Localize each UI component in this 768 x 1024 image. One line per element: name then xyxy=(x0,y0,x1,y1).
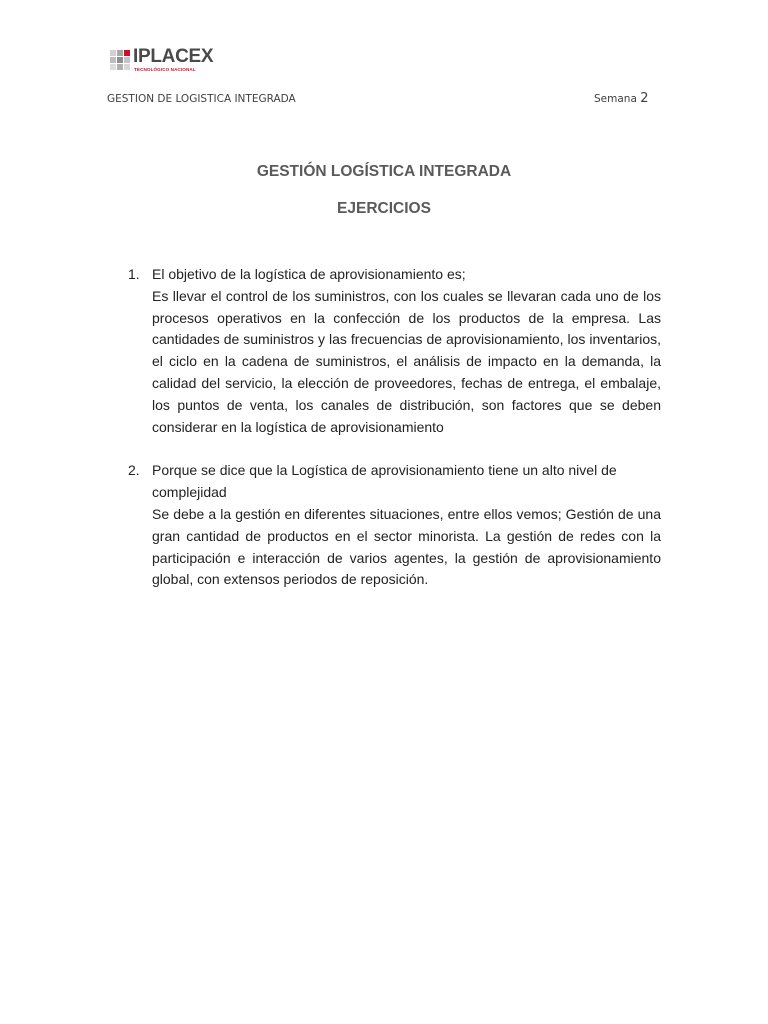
document-subtitle: EJERCICIOS xyxy=(337,200,431,217)
logo-subtitle: TECNOLÓGICO NACIONAL xyxy=(134,67,196,72)
exercise-answer: Es llevar el control de los suministros, con los cuales se llevaran cada uno de los procesos operativos en la confección de los productos de la empresa. Las cantidades de suministros y las frecuencias de aprovisionamiento, los inventarios, el ciclo en la cadena de suministros, el análisis de impacto en la demanda, la calidad del servicio, la elección de proveedores, fechas de entrega, el embalaje, los puntos de venta, los canales de distribución, son factores que se deben considerar en la logística de aprovisionamiento xyxy=(152,287,661,435)
exercise-item xyxy=(128,264,661,438)
exercise-answer: Se debe a la gestión en diferentes situaciones, entre ellos vemos; Gestión de una gran cantidad de productos en el sector minorista. La gestión de redes con la participación e interacción de varios agentes, la gestión de aprovisionamiento global, con extensos periodos de reposición. xyxy=(152,505,661,588)
header-week xyxy=(594,91,649,106)
logo-name: IPLACEX xyxy=(133,46,214,67)
logo-squares-icon xyxy=(110,50,132,70)
document-title: GESTIÓN LOGÍSTICA INTEGRADA xyxy=(256,163,512,180)
exercise-list xyxy=(128,264,661,591)
header-week-number: 2 xyxy=(640,91,649,106)
exercise-number: 2. xyxy=(128,462,140,479)
iplacex-logo xyxy=(110,48,230,74)
exercise-item xyxy=(128,460,661,591)
header-week-label: Semana xyxy=(594,93,637,105)
exercise-question: El objetivo de la logística de aprovisionamiento es; xyxy=(152,266,466,282)
exercise-question: Porque se dice que la Logística de aprovisionamiento tiene un alto nivel de complejidad xyxy=(152,462,617,501)
header-course-title: GESTION DE LOGISTICA INTEGRADA xyxy=(107,93,296,105)
exercise-number: 1. xyxy=(128,266,140,282)
